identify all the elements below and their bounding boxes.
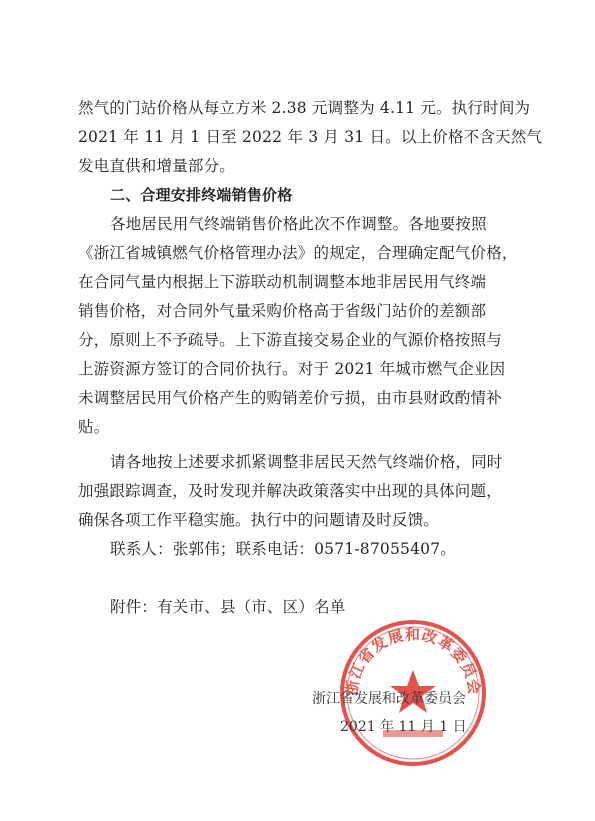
body-line: 贴。 [78, 418, 110, 436]
body-line: 2021 年 11 月 1 日至 2022 年 3 月 31 日。以上价格不含天然气 [78, 128, 543, 146]
attachment-line: 附件：有关市、县（市、区）名单 [110, 598, 346, 616]
svg-text:浙江省发展和改革委员会: 浙江省发展和改革委员会 [342, 625, 484, 697]
contact-line: 联系人：张郭伟；联系电话：0571-87055407。 [110, 540, 456, 558]
body-line: 销售价格，对合同外气量采购价格高于省级门站价的差额部 [78, 302, 487, 320]
body-line: 在合同气量内根据上下游联动机制调整本地非居民用气终端 [78, 273, 487, 291]
body-line: 分，原则上不予疏导。上下游直接交易企业的气源价格按照与 [78, 331, 502, 349]
body-line: 上游资源方签订的合同价执行。对于 2021 年城市燃气企业因 [78, 360, 506, 378]
body-line: 《浙江省城镇燃气价格管理办法》的规定，合理确定配气价格， [78, 244, 518, 262]
body-line: 发电直供和增量部分。 [78, 157, 236, 175]
issuer-name: 浙江省发展和改革委员会 [312, 691, 466, 707]
body-line: 然气的门站价格从每立方米 2.38 元调整为 4.11 元。执行时间为 [78, 99, 531, 117]
issue-date: 2021 年 11 月 1 日 [340, 719, 467, 735]
body-line: 加强跟踪调查，及时发现并解决政策落实中出现的具体问题， [78, 482, 502, 500]
body-line: 各地居民用气终端销售价格此次不作调整。各地要按照 [110, 215, 487, 233]
section-heading: 二、合理安排终端销售价格 [110, 186, 293, 204]
body-line: 请各地按上述要求抓紧调整非居民天然气终端价格，同时 [110, 453, 503, 471]
body-line: 确保各项工作平稳实施。执行中的问题请及时反馈。 [78, 511, 440, 529]
body-line: 未调整居民用气价格产生的购销差价亏损，由市县财政酌情补 [78, 389, 502, 407]
